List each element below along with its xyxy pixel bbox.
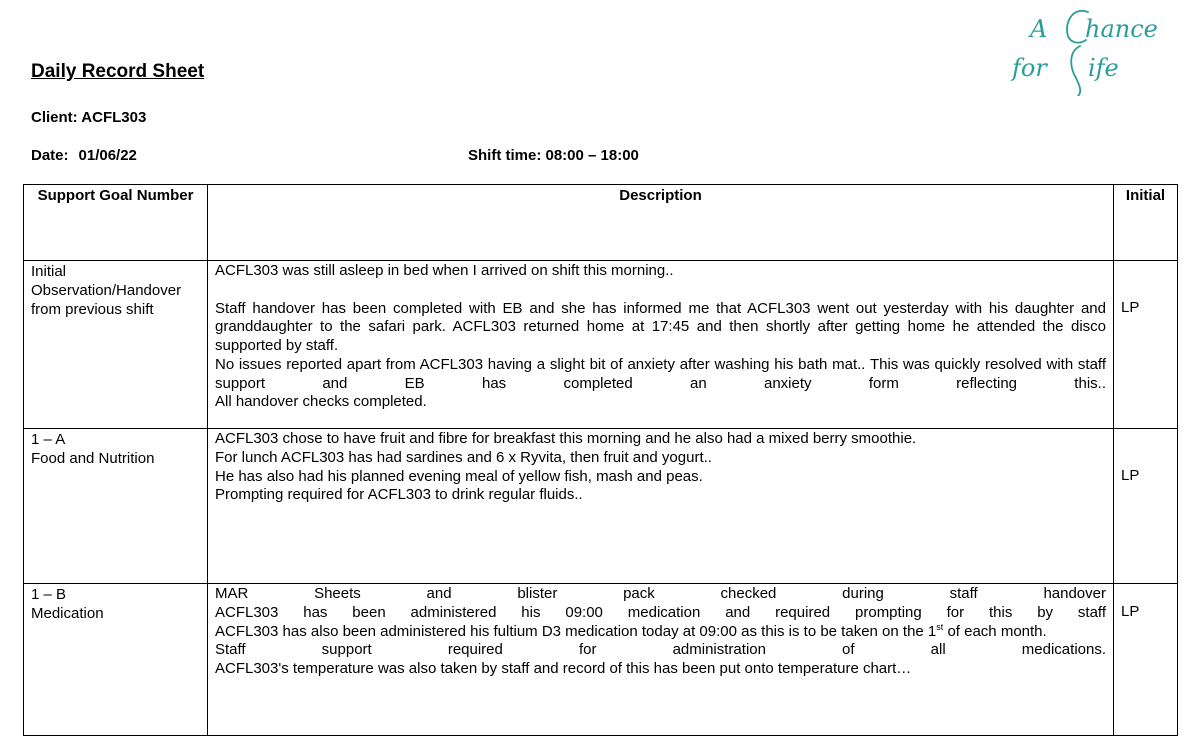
- superscript-st: st: [936, 621, 944, 632]
- description-text: Staff support required for administration of all medications.: [215, 641, 1106, 659]
- description-text: Staff handover has been completed with EB and she has informed me that ACFL303 went out yesterday with his daughter and granddaughter to the safari park. ACFL303 returned home at 17:45 and then shortly after getting home he attended the disco supported by staff.: [215, 299, 1106, 354]
- goal-label: Initial Observation/Handover from previous shift: [31, 263, 182, 318]
- date-label: Date:: [31, 147, 69, 164]
- goal-number: 1 – B: [31, 586, 67, 603]
- table-row: [24, 584, 1178, 736]
- description-text: MAR Sheets and blister pack checked during staff handover: [215, 585, 1106, 602]
- description-cell: [208, 429, 1114, 584]
- col-header-description: Description: [208, 185, 1114, 261]
- logo-text-a: A: [1030, 15, 1048, 43]
- col-header-goal: Support Goal Number: [24, 185, 208, 261]
- page-title: Daily Record Sheet: [31, 61, 205, 82]
- record-table: [23, 184, 1178, 736]
- goal-label: Food and Nutrition: [31, 450, 155, 467]
- goal-cell: [24, 261, 208, 429]
- description-text: All handover checks completed.: [215, 393, 427, 411]
- description-cell: [208, 584, 1114, 736]
- initial-cell: LP: [1114, 261, 1178, 429]
- description-text: ACFL303 chose to have fruit and fibre for breakfast this morning and he also had a mixed berry smoothie.: [215, 430, 917, 447]
- logo-text-hance: hance: [1085, 15, 1158, 43]
- date-value: 01/06/22: [78, 147, 137, 164]
- logo-text-ife: ife: [1088, 54, 1119, 82]
- description-text: [215, 623, 1106, 642]
- initial-cell: LP: [1114, 584, 1178, 736]
- record-date: [31, 147, 137, 164]
- description-text: Prompting required for ACFL303 to drink regular fluids..: [215, 486, 583, 504]
- description-text: No issues reported apart from ACFL303 having a slight bit of anxiety after washing his bath mat.. This was quickly resolved with staff support and EB has completed an anxiety form reflecting this..: [215, 355, 1106, 392]
- description-text: ACFL303 has also been administered his fultium D3 medication today at 09:00 as this is to be taken on the 1: [215, 622, 937, 640]
- client-id: Client: ACFL303: [31, 109, 147, 126]
- goal-number: 1 – A: [31, 431, 66, 448]
- description-cell: [208, 261, 1114, 429]
- logo-text-for: for: [1012, 54, 1047, 82]
- description-text: ACFL303 was still asleep in bed when I arrived on shift this morning..: [215, 262, 674, 279]
- table-row: [24, 429, 1178, 584]
- description-text: ACFL303 has been administered his 09:00 medication and required prompting for this by staff: [215, 603, 1106, 621]
- table-header-row: [24, 185, 1178, 261]
- goal-cell: [24, 429, 208, 584]
- description-text: He has also had his planned evening meal of yellow fish, mash and peas.: [215, 467, 703, 485]
- goal-cell: [24, 584, 208, 736]
- shift-time: Shift time: 08:00 – 18:00: [468, 147, 639, 164]
- initial-cell: LP: [1114, 429, 1178, 584]
- description-text: ACFL303's temperature was also taken by staff and record of this has been put onto temperature chart…: [215, 660, 912, 677]
- goal-label: Medication: [31, 605, 104, 622]
- table-row: [24, 261, 1178, 429]
- col-header-initial: Initial: [1114, 185, 1178, 261]
- a-chance-for-life-logo: [1010, 4, 1170, 96]
- logo-flourish-l: [1071, 46, 1080, 96]
- description-text: of each month.: [943, 622, 1047, 640]
- description-text: For lunch ACFL303 has had sardines and 6 x Ryvita, then fruit and yogurt..: [215, 448, 712, 466]
